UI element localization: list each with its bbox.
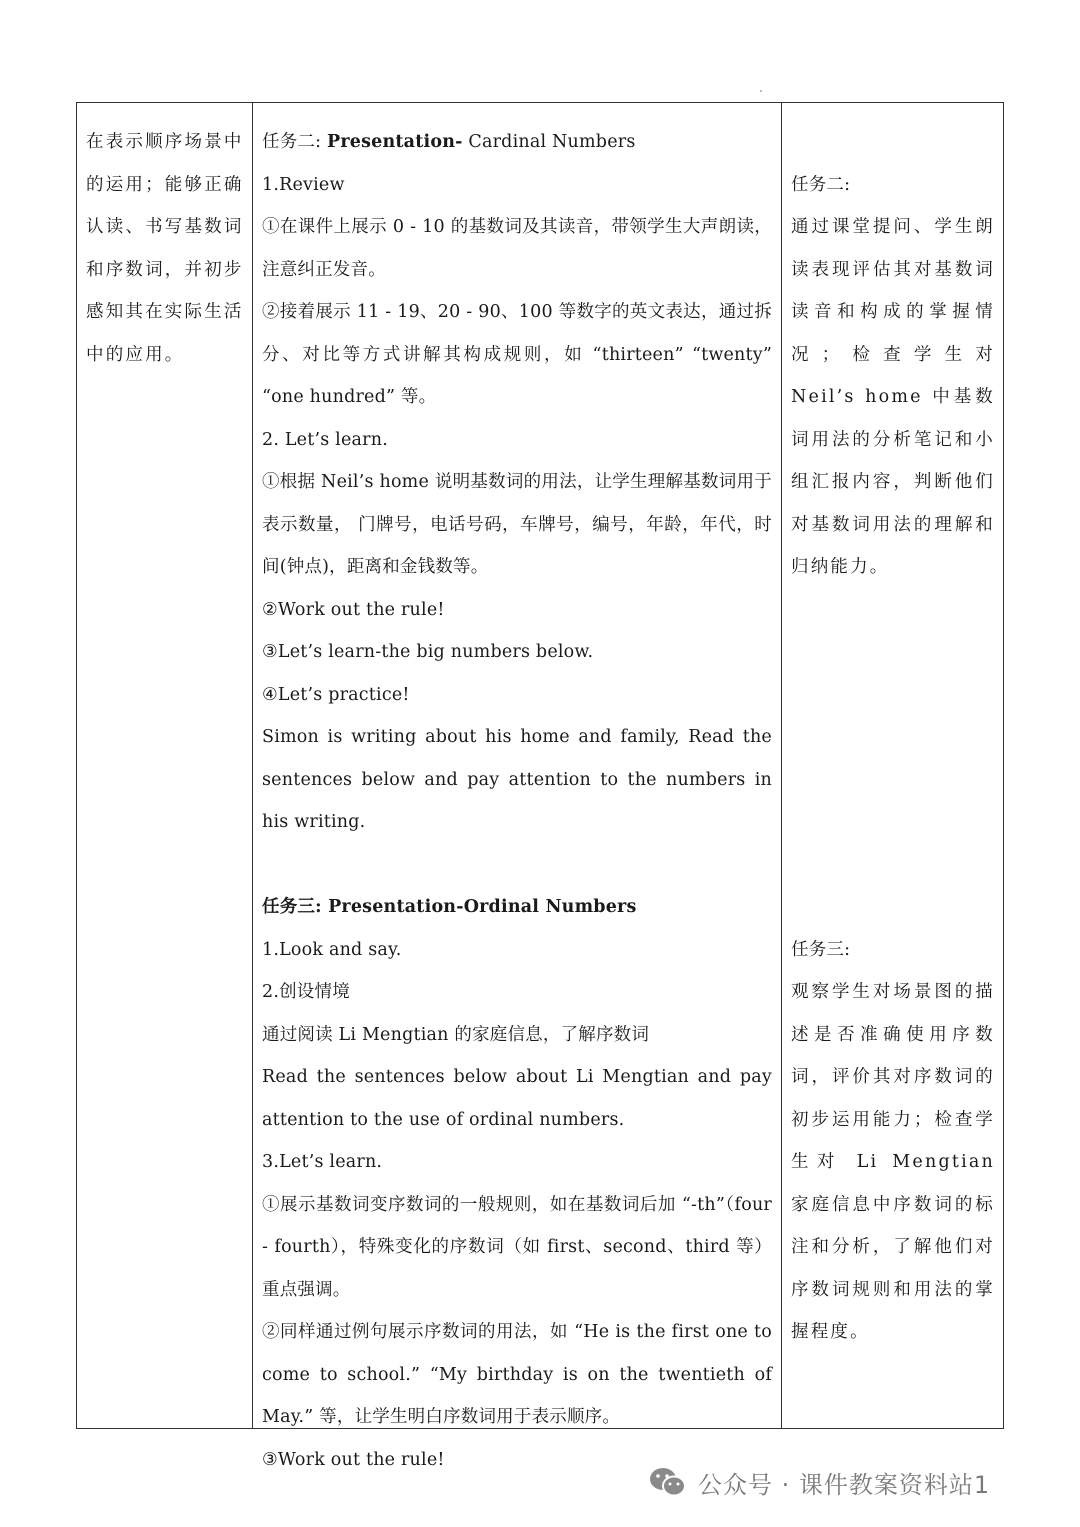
task2-learn-1: ①根据 Neil’s home 说明基数词的用法，让学生理解基数词用于表示数量， 门牌号，电话号码，车牌号，编号，年龄，年代，时间(钟点)，距离和金钱数等。	[262, 472, 772, 577]
activities-column	[253, 103, 781, 1481]
task2-learn: 2. Let’s learn.	[262, 429, 388, 450]
task3-heading-bold: Presentation-Ordinal Numbers	[328, 897, 637, 917]
task3-assessment-label: 任务三:	[791, 939, 851, 960]
scan-dot	[760, 90, 762, 92]
task2-assessment-text: 通过课堂提问、学生朗读表现评估其对基数词读音和构成的掌握情况；检查学生对 Neil’s home 中基数词用法的分析笔记和小组汇报内容，判断他们对基数词用法的理解和归纳能力。	[791, 217, 995, 577]
objective-line: 的运用；能够正确	[86, 174, 244, 195]
task2-assessment-label: 任务二:	[791, 174, 851, 195]
task2-practice-text: Simon is writing about his home and family, Read the sentences below and pay attention to the numbers in his writing.	[262, 727, 772, 832]
objective-line: 和序数词，并初步	[86, 259, 244, 280]
objectives-column	[77, 103, 252, 376]
wechat-icon	[648, 1466, 688, 1498]
objective-line: 中的应用。	[86, 344, 185, 365]
task3-situation-1: 通过阅读 Li Mengtian 的家庭信息，了解序数词	[262, 1024, 650, 1045]
task2-heading-bold: Presentation-	[326, 132, 463, 152]
task2-review: 1.Review	[262, 174, 345, 195]
task3-learn-2: ②同样通过例句展示序数词的用法，如 “He is the first one to come to school.” “My birthday is on the twentieth of May.” 等，让学生明白序数词用于表示顺序。	[262, 1322, 772, 1427]
task3-learn-1: ①展示基数词变序数词的一般规则，如在基数词后加 “-th”（four - fourth），特殊变化的序数词（如 first、second、third 等）重点强调。	[262, 1194, 772, 1300]
task3-look: 1.Look and say.	[262, 939, 402, 960]
task2-heading-prefix: 任务二:	[262, 132, 327, 152]
task2-review-2: ②接着展示 11 - 19、20 - 90、100 等数字的英文表达，通过拆分、对比等方式讲解其构成规则，如 “thirteen” “twenty” “one hundred” 等。	[262, 302, 772, 407]
spacer	[791, 589, 995, 929]
task3-situation: 2.创设情境	[262, 982, 350, 1002]
task2-review-1: ①在课件上展示 0 - 10 的基数词及其读音，带领学生大声朗读，注意纠正发音。	[262, 217, 772, 280]
task3-assessment-text: 观察学生对场景图的描述是否准确使用序数词，评价其对序数词的初步运用能力；检查学生对 Li Mengtian 家庭信息中序数词的标注和分析，了解他们对序数词规则和用法的掌握程度。	[791, 982, 995, 1342]
task2-heading-rest: Cardinal Numbers	[462, 132, 636, 152]
task3-learn: 3.Let’s learn.	[262, 1152, 383, 1172]
task2-heading	[262, 121, 772, 164]
watermark-text: 公众号 · 课件教案资料站1	[698, 1470, 991, 1499]
objective-line: 在表示顺序场景中	[86, 132, 244, 152]
spacer	[791, 121, 995, 164]
task3-learn-3: ③Work out the rule!	[262, 1449, 445, 1470]
task2-learn-2: ②Work out the rule!	[262, 599, 445, 620]
assessment-column	[782, 103, 1003, 1354]
task2-learn-4: ④Let’s practice!	[262, 684, 410, 705]
task3-situation-2: Read the sentences below about Li Mengtian and pay attention to the use of ordinal numbers.	[262, 1067, 772, 1130]
task3-heading-prefix: 任务三:	[262, 897, 329, 917]
task2-learn-3: ③Let’s learn-the big numbers below.	[262, 642, 594, 662]
watermark	[648, 1462, 990, 1502]
task3-heading	[262, 886, 772, 929]
objective-line: 认读、书写基数词	[86, 217, 244, 237]
lesson-plan-table	[76, 102, 1004, 1470]
spacer	[262, 844, 772, 887]
objective-line: 感知其在实际生活	[86, 302, 244, 322]
